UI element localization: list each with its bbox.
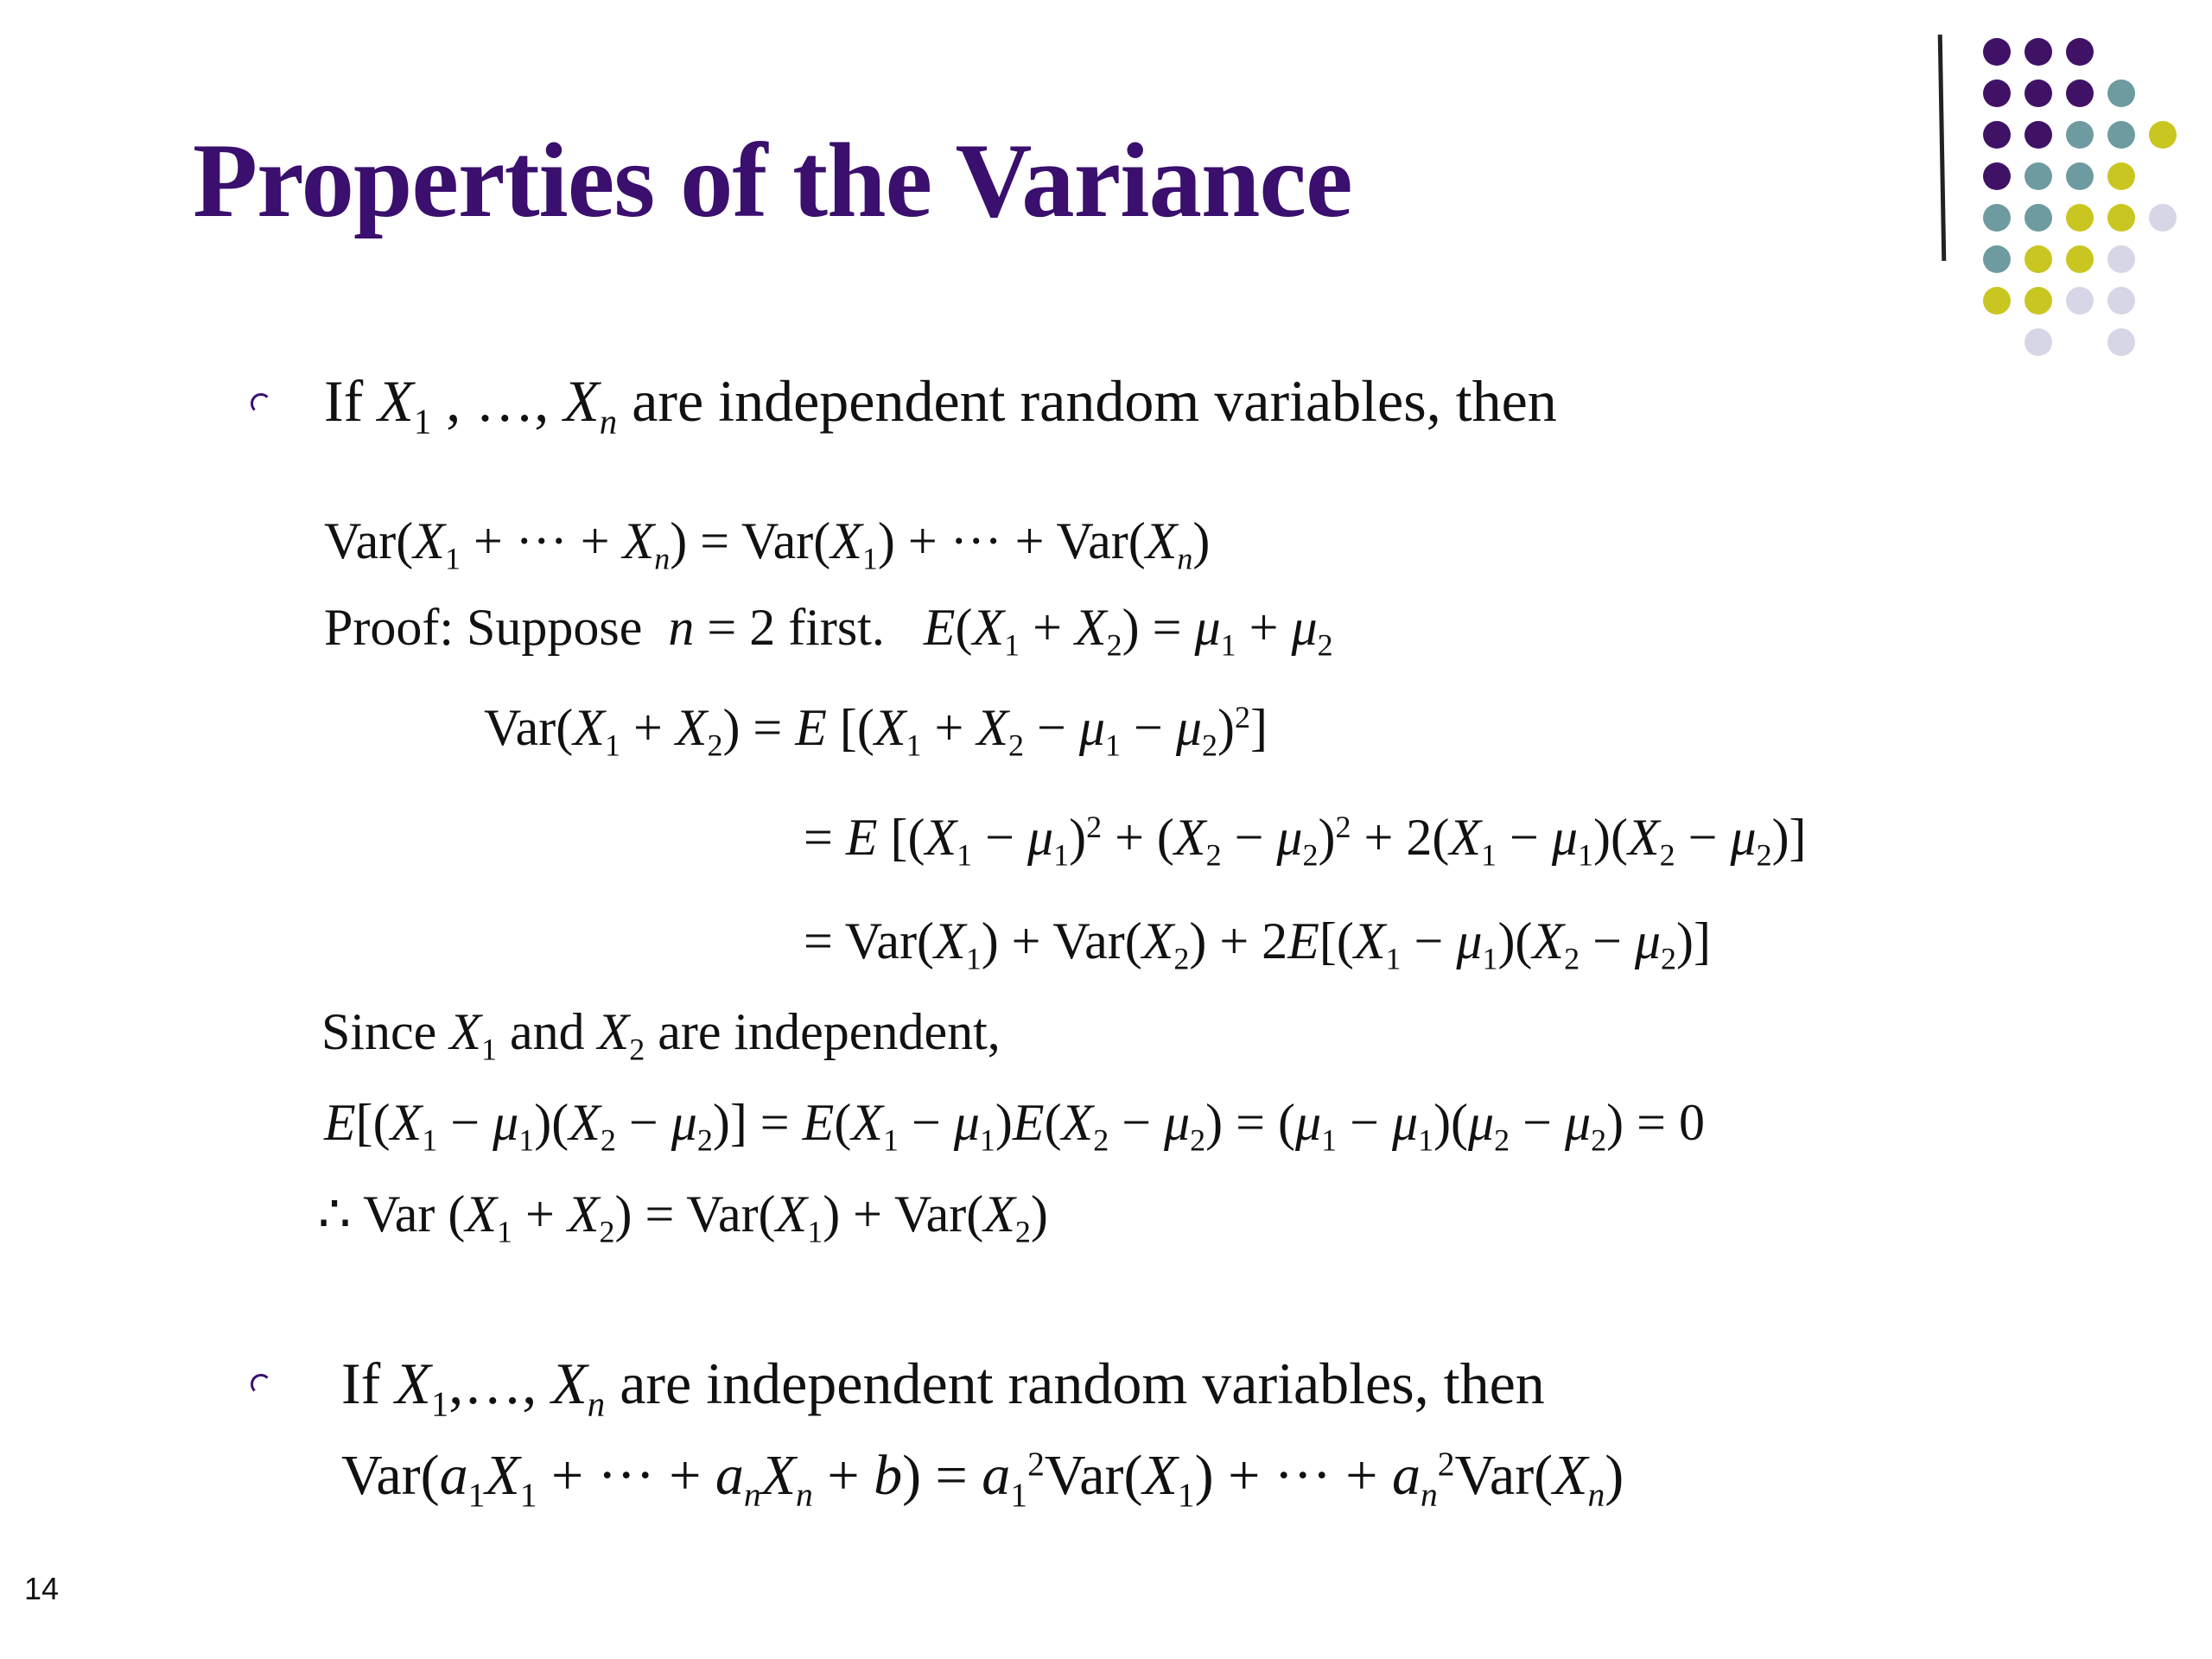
decorative-dot (2149, 204, 2177, 232)
decorative-dot (1983, 162, 2011, 190)
bullet-1-text: If $X_1$ , …, $X_n$ are independent random variables, then (324, 368, 1557, 442)
math-line-9: $Var(a_1X_1$ + ··· + $a_nX_n + b) = a_1^2Var(X_1)$ + ··· + $a_n^2Var(X_n)$ (341, 1444, 1624, 1514)
decorative-dot (2107, 121, 2135, 149)
decorative-dot (2024, 162, 2052, 190)
decorative-dot (2107, 328, 2135, 356)
bullet-2-text: If $X_1,\dots$, $X_n$ are independent random variables, then (341, 1351, 1545, 1424)
decorative-dot (1983, 38, 2011, 66)
decorative-dot (2024, 204, 2052, 232)
decorative-dot (2024, 328, 2052, 356)
decorative-dot (2107, 245, 2135, 273)
decorative-dot (2024, 121, 2052, 149)
decorative-dot (1983, 287, 2011, 315)
decorative-dot (2107, 287, 2135, 315)
decorative-dot (2024, 38, 2052, 66)
math-line-2: Proof: Suppose n = 2 first. $E(X_1 + X_2) = \mu_1 + \mu_2$ (324, 599, 1333, 663)
decorative-dot (2066, 79, 2094, 107)
slide-title: Properties of the Variance (193, 121, 1352, 239)
page-number: 14 (24, 1571, 60, 1606)
math-line-4: = E $[(X_1 - \mu_1)^2 + (X_2 - \mu_2)^2 + 2(X_1 - \mu_1)(X_2 - \mu_2)]$ (804, 809, 1807, 873)
math-line-6: Since $X_1$ and $X_2$ are independent, (321, 1003, 1001, 1067)
bullet-icon (251, 393, 271, 414)
decorative-dot (2066, 121, 2094, 149)
decorative-dot (2066, 38, 2094, 66)
decorative-dot (2066, 204, 2094, 232)
math-line-3: $Var(X_1 + X_2) = E$ $[(X_1 + X_2 - \mu_1 - \mu_2)^2]$ (484, 699, 1268, 763)
decorative-dot (1983, 79, 2011, 107)
decorative-dot (2149, 121, 2177, 149)
decorative-dot (2024, 245, 2052, 273)
decorative-dot (2066, 162, 2094, 190)
decorative-dot (2107, 79, 2135, 107)
bullet-icon (251, 1374, 271, 1395)
decorative-dot (1983, 245, 2011, 273)
decorative-dot (2024, 287, 2052, 315)
decorative-dot (2024, 79, 2052, 107)
math-line-8: ∴ Var $(X_1 + X_2) = Var(X_1) + Var(X_2)$ (318, 1185, 1048, 1249)
decorative-dot (1983, 121, 2011, 149)
decorative-dot (2066, 287, 2094, 315)
decorative-dot (2066, 245, 2094, 273)
decorative-divider-line (1938, 35, 1947, 261)
math-line-7: $E[(X_1 - \mu_1)(X_2 - \mu_2)] = E(X_1 - \mu_1)E(X_2 - \mu_2) = (\mu_1 - \mu_1)(\mu_2 - \mu_2) = 0$ (324, 1094, 1705, 1158)
decorative-dot (2107, 162, 2135, 190)
decorative-dot (2107, 204, 2135, 232)
math-line-5: = $Var(X_1) + Var(X_2) + 2E[(X_1 - \mu_1)(X_2 - \mu_2)]$ (804, 912, 1711, 976)
decorative-dot (1983, 204, 2011, 232)
math-line-1: $Var(X_1$ + ··· + $X_n) = Var(X_1)$ + ··· + $Var(X_n)$ (324, 512, 1211, 576)
